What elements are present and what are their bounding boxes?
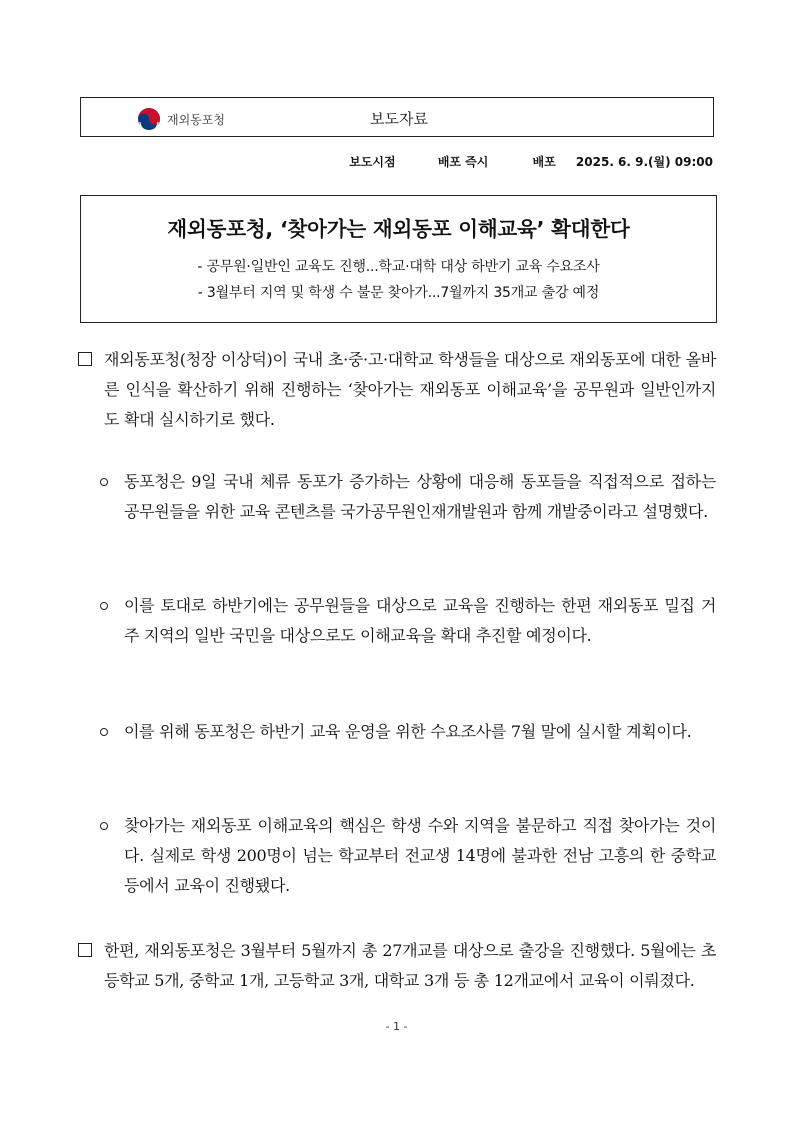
bullet-paragraph: 찾아가는 재외동포 이해교육의 핵심은 학생 수와 지역을 불문하고 직접 찾아가는 것이다. 실제로 학생 200명이 넘는 학교부터 전교생 14명에 불과한 전남 고흥의 한 중학교 등에서 교육이 진행됐다. <box>124 816 716 895</box>
document-type: 보도자료 <box>370 110 428 128</box>
distribution-date: 2025. 6. 9.(월) 09:00 <box>575 155 713 169</box>
circle-bullet-icon <box>100 602 108 610</box>
square-bullet-icon <box>78 943 92 957</box>
agency-logo <box>137 107 225 131</box>
release-info <box>349 153 713 170</box>
bullet-paragraph: 동포청은 9일 국내 체류 동포가 증가하는 상황에 대응해 동포들을 직접적으로 접하는 공무원들을 위한 교육 콘텐츠를 국가공무원인재개발원과 함께 개발중이라고 설명했다. <box>124 472 716 521</box>
subheadline: - 공무원·일반인 교육도 진행...학교·대학 대상 하반기 교육 수요조사 <box>197 259 600 275</box>
square-bullet-icon <box>78 352 92 366</box>
taegeuk-logo-icon <box>137 107 161 131</box>
paragraph: 한편, 재외동포청은 3월부터 5월까지 총 27개교를 대상으로 출강을 진행했다. 5월에는 초등학교 5개, 중학교 1개, 고등학교 3개, 대학교 3개 등 총 12개교에서 교육이 이뤄졌다. <box>104 941 716 990</box>
release-timing: 배포 즉시 <box>437 155 489 169</box>
headline: 재외동포청, ‘찾아가는 재외동포 이해교육’ 확대한다 <box>167 217 630 241</box>
header-box <box>80 97 714 137</box>
bullet-paragraph: 이를 위해 동포청은 하반기 교육 운영을 위한 수요조사를 7월 말에 실시할 계획이다. <box>124 722 692 741</box>
subheadline: - 3월부터 지역 및 학생 수 불문 찾아가...7월까지 35개교 출강 예정 <box>197 285 600 301</box>
paragraph: 재외동포청(청장 이상덕)이 국내 초·중·고·대학교 학생들을 대상으로 재외동포에 대한 올바른 인식을 확산하기 위해 진행하는 ‘찾아가는 재외동포 이해교육’을 공무원과 일반인까지도 확대 실시하기로 했다. <box>104 350 716 429</box>
title-box <box>80 195 717 323</box>
release-label: 보도시점 <box>349 155 396 169</box>
circle-bullet-icon <box>100 822 108 830</box>
circle-bullet-icon <box>100 478 108 486</box>
distribution-label: 배포 <box>532 155 556 169</box>
bullet-paragraph: 이를 토대로 하반기에는 공무원들을 대상으로 교육을 진행하는 한편 재외동포 밀집 거주 지역의 일반 국민을 대상으로도 이해교육을 확대 추진할 예정이다. <box>124 596 716 645</box>
page-number: - 1 - <box>385 1020 408 1033</box>
circle-bullet-icon <box>100 728 108 736</box>
logo-text: 재외동포청 <box>167 112 225 127</box>
